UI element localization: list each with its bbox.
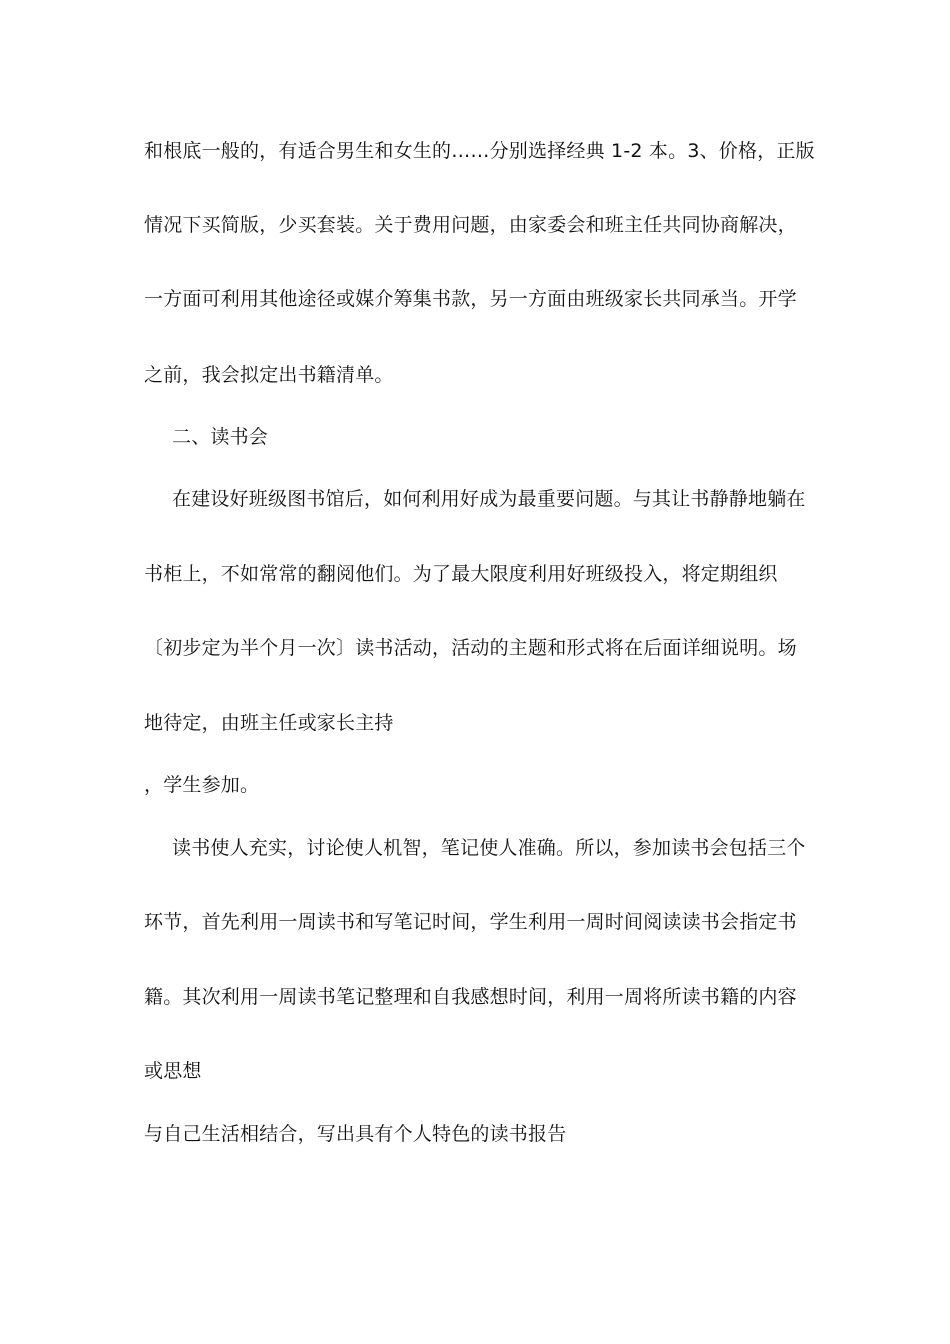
paragraph-line: 读书使人充实，讨论使人机智，笔记使人准确。所以，参加读书会包括三个: [172, 837, 806, 859]
paragraph-line: 〔初步定为半个月一次〕读书活动，活动的主题和形式将在后面详细说明。场: [144, 637, 797, 659]
paragraph-line: 书柜上，不如常常的翻阅他们。为了最大限度利用好班级投入，将定期组织: [144, 563, 778, 585]
paragraph-line: 之前，我会拟定出书籍清单。: [144, 364, 394, 386]
paragraph-line: ，学生参加。: [144, 774, 260, 796]
paragraph-line: 或思想: [144, 1060, 202, 1082]
section-heading: 二、读书会: [172, 426, 269, 448]
paragraph-line: 一方面可利用其他途径或媒介筹集书款，另一方面由班级家长共同承当。开学: [144, 288, 797, 310]
paragraph-line: 环节，首先利用一周读书和写笔记时间，学生利用一周时间阅读读书会指定书: [144, 911, 797, 933]
paragraph-line: 地待定，由班主任或家长主持: [144, 712, 394, 734]
paragraph-line: 与自己生活相结合，写出具有个人特色的读书报告: [144, 1123, 567, 1145]
paragraph-line: 情况下买简版，少买套装。关于费用问题，由家委会和班主任共同协商解决，: [144, 214, 797, 236]
paragraph-line: 籍。其次利用一周读书笔记整理和自我感想时间，利用一周将所读书籍的内容: [144, 986, 797, 1008]
paragraph-line: 在建设好班级图书馆后，如何利用好成为最重要问题。与其让书静静地躺在: [172, 488, 806, 510]
paragraph-line: 和根底一般的，有适合男生和女生的……分别选择经典 1-2 本。3、价格，正版: [144, 140, 815, 162]
